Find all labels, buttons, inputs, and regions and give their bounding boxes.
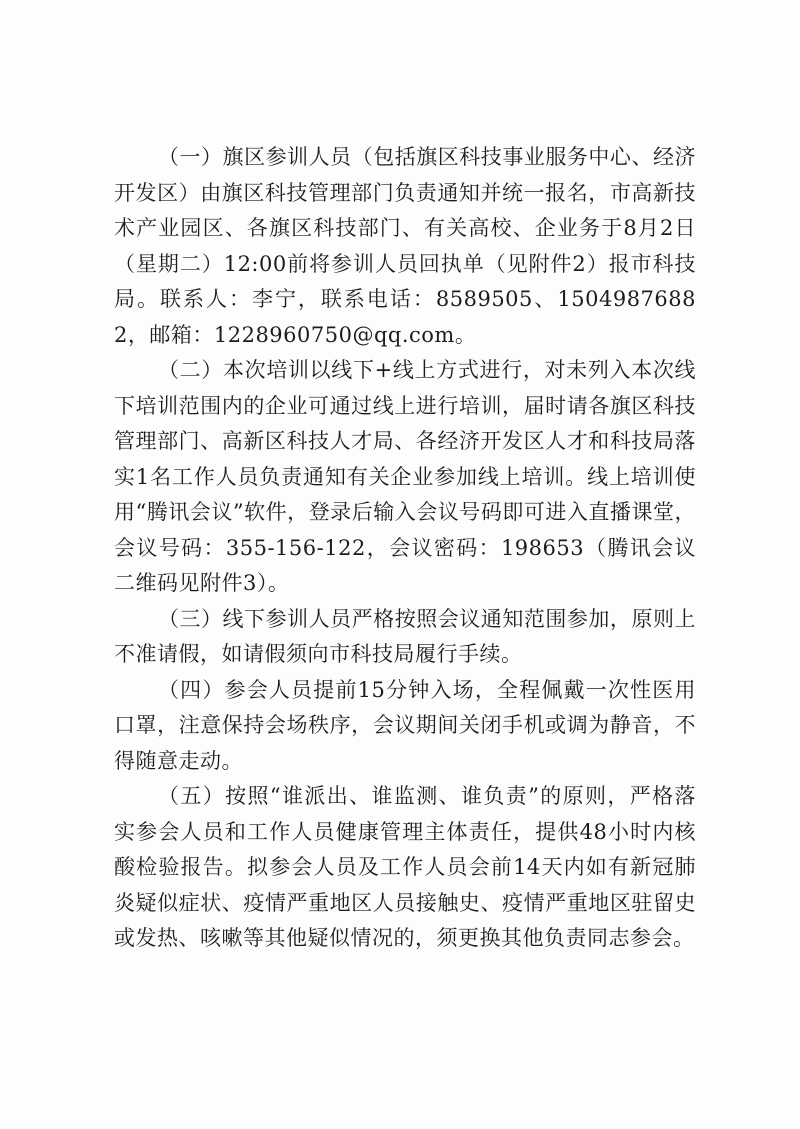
paragraph-registration: （一）旗区参训人员（包括旗区科技事业服务中心、经济开发区）由旗区科技管理部门负责通知并统一报名，市高新技术产业园区、各旗区科技部门、有关高校、企业务于8月2日（星期二）12:00前将参训人员回执单（见附件2）报市科技局。联系人：李宁，联系电话：8589505、15049876882，邮箱：1228960750@qq.com。 xyxy=(114,145,696,347)
paragraph-health-management: （五）按照“谁派出、谁监测、谁负责”的原则，严格落实参会人员和工作人员健康管理主体责任，提供48小时内核酸检验报告。拟参会人员及工作人员会前14天内如有新冠肺炎疑似症状、疫情严重地区人员接触史、疫情严重地区驻留史或发热、咳嗽等其他疑似情况的，须更换其他负责同志参会。 xyxy=(114,784,696,950)
paragraph-attendance: （三）线下参训人员严格按照会议通知范围参加，原则上不准请假，如请假须向市科技局履行手续。 xyxy=(114,606,696,666)
paragraph-online-training: （二）本次培训以线下+线上方式进行，对未列入本次线下培训范围内的企业可通过线上进行培训，届时请各旗区科技管理部门、高新区科技人才局、各经济开发区人才和科技局落实1名工作人员负责通知有关企业参加线上培训。线上培训使用“腾讯会议”软件，登录后输入会议号码即可进入直播课堂，会议号码：355-156-122，会议密码：198653（腾讯会议二维码见附件3）。 xyxy=(114,358,696,595)
paragraph-venue-rules: （四）参会人员提前15分钟入场，全程佩戴一次性医用口罩，注意保持会场秩序，会议期间关闭手机或调为静音，不得随意走动。 xyxy=(114,677,696,773)
document-body xyxy=(114,140,696,957)
